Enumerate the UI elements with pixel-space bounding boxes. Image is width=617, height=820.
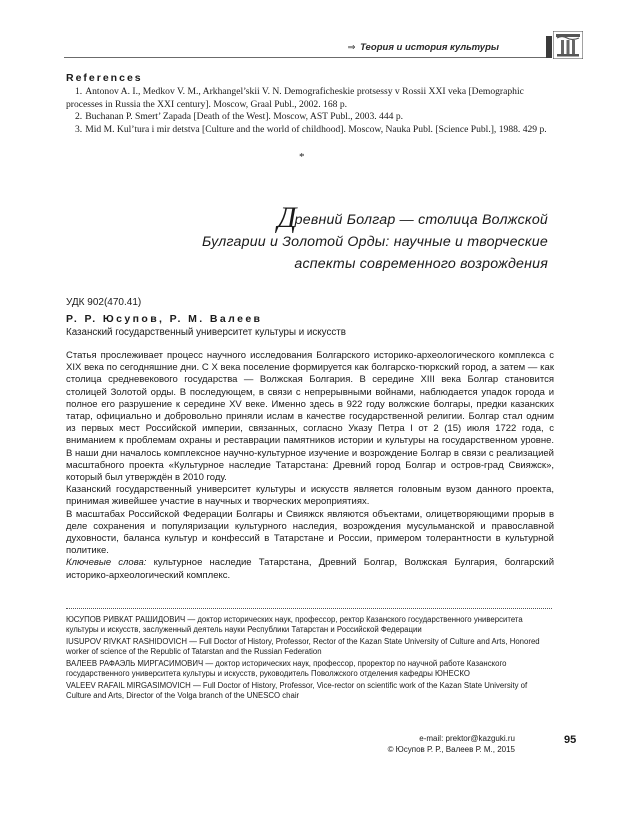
running-head — [347, 42, 499, 53]
author-affiliation: Казанский государственный университет культуры и искусств — [66, 327, 346, 338]
title-line-3: аспекты современного возрождения — [294, 256, 548, 272]
reference-item — [66, 111, 554, 124]
title-line-1-text: ревний Болгар — столица Волжской — [294, 212, 548, 228]
title-line-2: Булгарии и Золотой Орды: научные и творческие — [202, 234, 548, 250]
reference-number: 1. — [75, 86, 83, 97]
contact-email: e-mail: prektor@kazguki.ru — [419, 734, 515, 743]
column-logo-icon — [553, 31, 583, 59]
bio-entry: ВАЛЕЕВ РАФАЭЛЬ МИРГАСИМОВИЧ — доктор исторических наук, профессор, проректор по научной работе Казанского государственного университета культуры и искусств, руководитель Поволжского отделения кафедры ЮНЕСКО — [66, 659, 507, 678]
reference-number: 3. — [75, 123, 83, 135]
reference-text: Mid M. Kul’tura i mir detstva [Culture and the world of childhood]. Moscow, Nauka Publ. [Science Publ.], 1988. 429 p. — [85, 123, 547, 135]
arrow-right-icon: ⇒ — [347, 42, 356, 53]
abstract — [66, 350, 554, 582]
article-title — [176, 201, 548, 275]
abstract-paragraph-1: Статья прослеживает процесс научного исследования Болгарского историко-археологического комплекса с XIX века по сегодняшние дни. С X века поселение формируется как болгарско-тюркский город, а затем — как столица средневекового государства — Волжская Болгария. В середине XIII века Болгар становится столицей Золотой орды. В последующем, в связи с непрерывными войнами, наблюдается упадок города и полное его разрушение к середине XV веке. Именно здесь в 922 году волжские болгары, предки казанских татар, официально и добровольно приняли ислам в качестве государственной религии. Болгар стал одним из первых мест Российской империи, связанных, согласно Указу Петра I от 2 (15) июля 1722 года, с вниманием к проблемам охраны и реставрации памятников истории и культуры на государственном уровне. В наши дни началось комплексное научно-культурное изучение и возрождение Болгар в связи с реализацией масштабного проекта «Культурное наследие Татарстана: Древний город Болгар и остров-град Свияжск», который был утверждён в 2010 году. — [66, 350, 554, 484]
header-rule — [64, 57, 548, 58]
article-authors: Р. Р. Юсупов, Р. М. Валеев — [66, 313, 263, 325]
bio-entry: IUSUPOV RIVKAT RASHIDOVICH — Full Doctor of History, Professor, Rector of the Kazan State University of Culture and Arts, Honored worker of science of the Republic of Tatarstan and the Russian Federation — [66, 637, 540, 656]
title-dropcap: Д — [277, 201, 297, 234]
copyright-notice: © Юсупов Р. Р., Валеев Р. М., 2015 — [387, 744, 515, 754]
author-bios — [66, 615, 544, 703]
reference-item — [66, 124, 554, 137]
keywords-label: Ключевые слова: — [66, 557, 147, 569]
abstract-paragraph-3: В масштабах Российской Федерации Болгары и Свияжск являются объектами, олицетворяющими прорыв в деле сохранения и популяризации культурного наследия, возрождения мусульманской и православной духовности, баланса культур и конфессий в Татарстане и России, примером толерантности в культурной политике. — [66, 508, 554, 557]
references-list — [66, 86, 554, 136]
title-line-1 — [176, 201, 548, 234]
keywords — [66, 557, 554, 581]
reference-text: Antonov A. I., Medkov V. M., Arkhangel’skii V. N. Demograficheskie protsessy v Rossii XXI veka [Demographic processes in Russia the XXI century]. Moscow, Graal Publ., 2002. 168 p. — [66, 86, 524, 110]
page-number: 95 — [564, 734, 577, 746]
bio-entry: VALEEV RAFAIL MIRGASIMOVICH — Full Doctor of History, Professor, Vice-rector on scientific work of the Kazan State University of Culture and Arts, Director of the Volga branch of the UNESCO chair — [66, 681, 528, 701]
footnote-divider — [66, 608, 552, 609]
footer-contact — [388, 734, 515, 755]
keywords-text: культурное наследие Татарстана, Древний Болгар, Волжская Булгария, болгарский историко-археологический комплекс. — [66, 557, 555, 581]
abstract-paragraph-2: Казанский государственный университет культуры и искусств является головным вузом данного проекта, принимая живейшее участие в научных и творческих мероприятиях. — [66, 484, 554, 508]
reference-item — [66, 86, 554, 111]
header-accent-bar — [546, 36, 552, 58]
section-title: Теория и история культуры — [360, 42, 499, 53]
reference-text: Buchanan P. Smert’ Zapada [Death of the West]. Moscow, AST Publ., 2003. 444 p. — [85, 111, 404, 123]
reference-number: 2. — [75, 111, 83, 123]
bio-entry: ЮСУПОВ РИВКАТ РАШИДОВИЧ — доктор исторических наук, профессор, ректор Казанского государственного университета культуры и искусств, заслуженный деятель науки Республики Татарстан и Российской Федерации — [66, 615, 523, 634]
references-heading: References — [66, 72, 143, 84]
udk-code: УДК 902(470.41) — [66, 297, 142, 308]
separator-star: * — [299, 151, 305, 163]
